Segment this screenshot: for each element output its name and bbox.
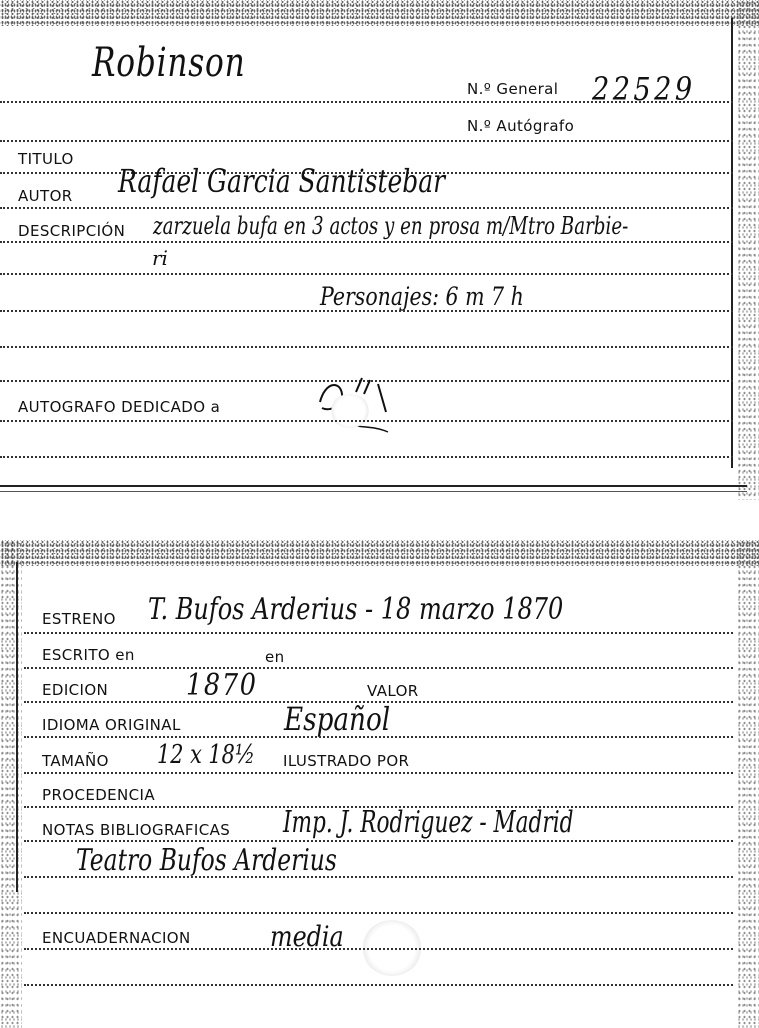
label-estreno: ESTRENO	[42, 610, 116, 628]
card-left-edge-texture	[0, 540, 22, 1028]
rule	[24, 984, 733, 986]
paper-stamp-mark	[330, 394, 370, 428]
rule	[0, 101, 733, 103]
rule	[24, 736, 733, 738]
label-descripcion: DESCRIPCIÓN	[18, 222, 126, 240]
card-left-border	[16, 562, 18, 892]
handwritten-encuadernacion: media	[270, 920, 344, 953]
rule	[0, 310, 733, 312]
handwritten-title-word: Robinson	[92, 40, 246, 86]
rule	[0, 456, 733, 458]
label-numero-autografo: N.º Autógrafo	[467, 117, 575, 135]
rule	[0, 420, 733, 422]
handwritten-numero-general: 22529	[592, 70, 696, 108]
rule	[0, 273, 733, 275]
handwritten-descripcion-line2: ri	[152, 246, 168, 270]
label-numero-general: N.º General	[467, 80, 559, 98]
rule	[24, 912, 733, 914]
rule	[24, 840, 733, 842]
rule	[24, 632, 733, 634]
handwritten-tamano: 12 x 18½	[157, 740, 256, 770]
handwritten-edicion: 1870	[186, 668, 258, 703]
label-valor: VALOR	[367, 682, 419, 700]
label-escrito-en: ESCRITO en	[42, 646, 135, 664]
rule	[0, 207, 733, 209]
label-tamano: TAMAÑO	[42, 752, 109, 770]
card-top-edge-texture	[0, 0, 759, 26]
label-ilustrado-por: ILUSTRADO POR	[283, 752, 410, 770]
label-edicion: EDICION	[42, 681, 109, 699]
label-encuadernacion: ENCUADERNACION	[42, 929, 191, 947]
label-en: en	[265, 648, 285, 666]
handwritten-personajes: Personajes: 6 m 7 h	[320, 282, 524, 311]
handwritten-notas-line1: Imp. J. Rodriguez - Madrid	[283, 805, 574, 840]
rule	[0, 140, 733, 142]
card-bottom-edge-shadow	[0, 491, 747, 492]
card-right-edge-texture	[737, 540, 759, 1028]
catalog-card-top	[0, 0, 759, 500]
card-bottom-edge	[0, 485, 747, 487]
label-autografo-dedicado: AUTOGRAFO DEDICADO a	[18, 398, 221, 416]
card-right-border	[731, 18, 733, 468]
rule	[24, 772, 733, 774]
label-procedencia: PROCEDENCIA	[42, 786, 156, 804]
card-right-edge-texture	[737, 0, 759, 500]
handwritten-idioma: Español	[284, 700, 391, 738]
rule	[0, 241, 733, 243]
handwritten-autor: Rafael Garcia Santistebar	[118, 162, 446, 200]
rule	[24, 948, 733, 950]
rule	[24, 876, 733, 878]
label-idioma-original: IDIOMA ORIGINAL	[42, 716, 181, 734]
catalog-card-bottom	[0, 540, 759, 1028]
rule	[24, 667, 733, 669]
label-autor: AUTOR	[18, 187, 73, 205]
handwritten-notas-line2: Teatro Bufos Arderius	[76, 843, 337, 878]
handwritten-descripcion-line1: zarzuela bufa en 3 actos y en prosa m/Mtro Barbie-	[153, 212, 629, 240]
handwritten-estreno: T. Bufos Arderius - 18 marzo 1870	[148, 592, 564, 627]
card-top-edge-texture	[0, 540, 759, 566]
rule	[0, 346, 733, 348]
label-titulo: TITULO	[18, 150, 74, 168]
label-notas-bibliograficas: NOTAS BIBLIOGRAFICAS	[42, 821, 231, 839]
